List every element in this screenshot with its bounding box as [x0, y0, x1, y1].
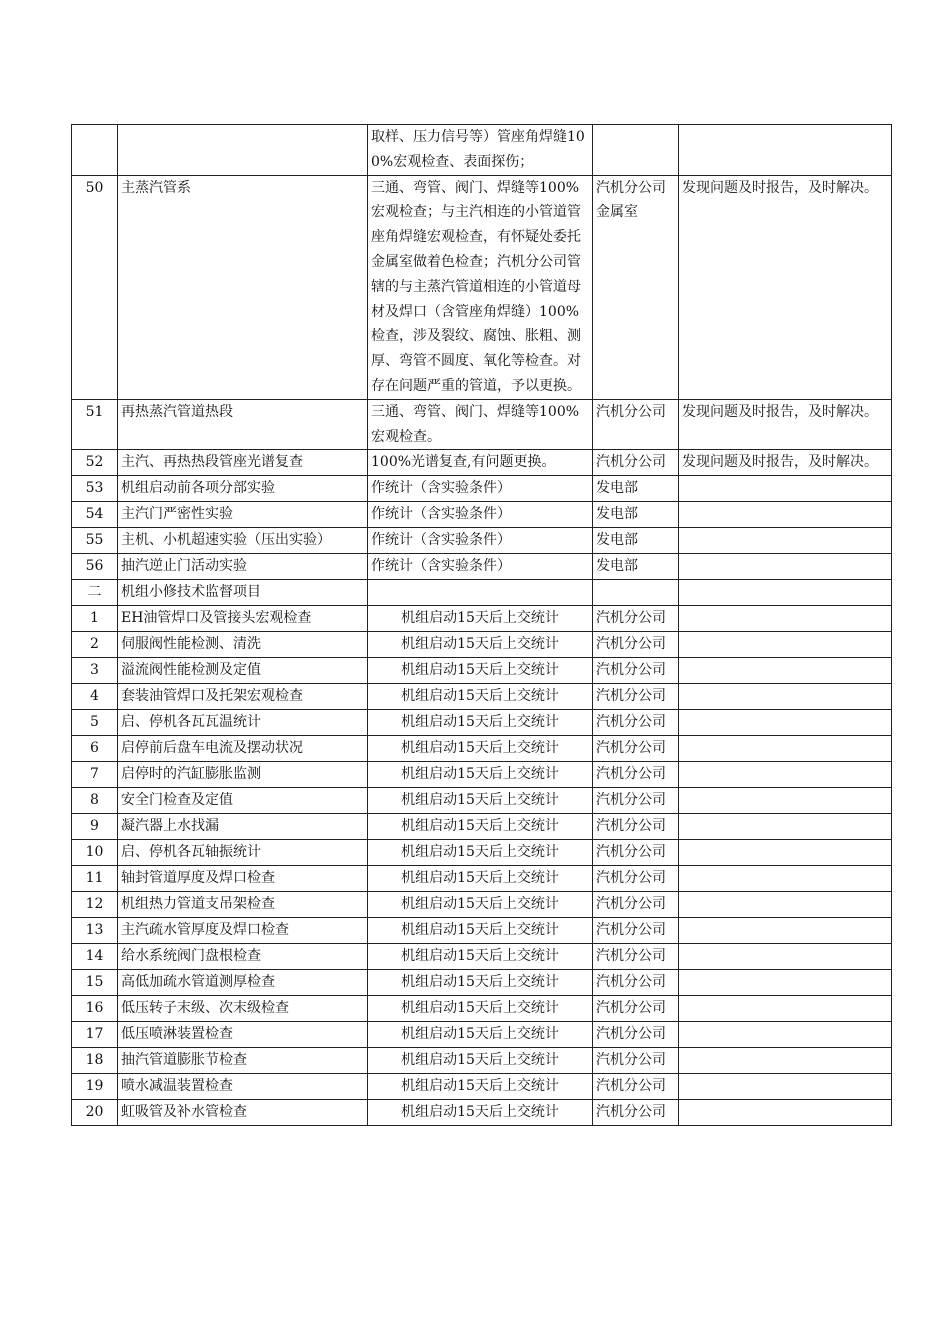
row-note [679, 476, 892, 502]
supervision-table [71, 124, 892, 1126]
row-unit: 汽机分公司 [593, 606, 679, 632]
row-note [679, 814, 892, 840]
row-note [679, 736, 892, 762]
row-note [679, 1022, 892, 1048]
row-number: 8 [72, 788, 118, 814]
row-unit: 汽机分公司 [593, 1022, 679, 1048]
row-item: 凝汽器上水找漏 [118, 814, 368, 840]
row-note [679, 710, 892, 736]
row-note [679, 996, 892, 1022]
row-item: EH油管焊口及管接头宏观检查 [118, 606, 368, 632]
row-number: 1 [72, 606, 118, 632]
row-item: 溢流阀性能检测及定值 [118, 658, 368, 684]
table-row [72, 840, 892, 866]
row-number: 5 [72, 710, 118, 736]
row-unit: 汽机分公司 [593, 399, 679, 450]
row-content [368, 580, 593, 606]
row-item: 主汽门严密性实验 [118, 502, 368, 528]
table-row [72, 399, 892, 450]
row-unit: 汽机分公司 [593, 788, 679, 814]
row-item: 抽汽管道膨胀节检查 [118, 1048, 368, 1074]
row-number: 19 [72, 1074, 118, 1100]
row-content: 100%光谱复查,有问题更换。 [368, 450, 593, 476]
row-content: 机组启动15天后上交统计 [368, 684, 593, 710]
table-row [72, 632, 892, 658]
row-number: 15 [72, 970, 118, 996]
row-number: 7 [72, 762, 118, 788]
row-note [679, 866, 892, 892]
row-note [679, 918, 892, 944]
row-unit [593, 125, 679, 176]
row-content: 机组启动15天后上交统计 [368, 892, 593, 918]
table-row [72, 476, 892, 502]
row-unit: 汽机分公司 [593, 944, 679, 970]
row-note [679, 762, 892, 788]
table-row [72, 658, 892, 684]
row-content: 作统计（含实验条件） [368, 528, 593, 554]
row-unit: 汽机分公司 [593, 892, 679, 918]
row-item: 低压喷淋装置检查 [118, 1022, 368, 1048]
row-content: 机组启动15天后上交统计 [368, 840, 593, 866]
table-row [72, 970, 892, 996]
row-number [72, 125, 118, 176]
row-note [679, 580, 892, 606]
row-item: 机组热力管道支吊架检查 [118, 892, 368, 918]
table-row [72, 762, 892, 788]
row-content: 机组启动15天后上交统计 [368, 1074, 593, 1100]
table-row [72, 1074, 892, 1100]
row-item: 安全门检查及定值 [118, 788, 368, 814]
table-row [72, 606, 892, 632]
row-number: 9 [72, 814, 118, 840]
row-note [679, 1048, 892, 1074]
row-item: 轴封管道厚度及焊口检查 [118, 866, 368, 892]
table-row [72, 710, 892, 736]
row-unit: 汽机分公司 [593, 970, 679, 996]
row-item: 给水系统阀门盘根检查 [118, 944, 368, 970]
table-row [72, 502, 892, 528]
row-number: 17 [72, 1022, 118, 1048]
row-item: 套装油管焊口及托架宏观检查 [118, 684, 368, 710]
row-item: 主汽、再热热段管座光谱复查 [118, 450, 368, 476]
row-number: 13 [72, 918, 118, 944]
table-row [72, 866, 892, 892]
section-number: 二 [72, 580, 118, 606]
table-row [72, 944, 892, 970]
row-unit: 汽机分公司 [593, 710, 679, 736]
row-unit: 发电部 [593, 476, 679, 502]
row-note: 发现问题及时报告，及时解决。 [679, 450, 892, 476]
section-row [72, 580, 892, 606]
row-note [679, 528, 892, 554]
row-note [679, 502, 892, 528]
row-item: 虹吸管及补水管检查 [118, 1100, 368, 1126]
row-number: 52 [72, 450, 118, 476]
row-unit: 汽机分公司金属室 [593, 175, 679, 399]
row-content: 机组启动15天后上交统计 [368, 736, 593, 762]
table-row [72, 450, 892, 476]
table-row [72, 736, 892, 762]
table-row [72, 918, 892, 944]
row-item [118, 125, 368, 176]
row-item: 高低加疏水管道测厚检查 [118, 970, 368, 996]
row-item: 再热蒸汽管道热段 [118, 399, 368, 450]
row-number: 11 [72, 866, 118, 892]
row-unit: 汽机分公司 [593, 658, 679, 684]
row-item: 主汽疏水管厚度及焊口检查 [118, 918, 368, 944]
row-note [679, 1074, 892, 1100]
row-content: 三通、弯管、阀门、焊缝等100%宏观检查；与主汽相连的小管道管座角焊缝宏观检查，有怀疑处委托金属室做着色检查；汽机分公司管辖的与主蒸汽管道相连的小管道母材及焊口（含管座角焊缝）100%检查，涉及裂纹、腐蚀、胀粗、测厚、弯管不圆度、氧化等检查。对存在问题严重的管道，予以更换。 [368, 175, 593, 399]
row-unit: 汽机分公司 [593, 762, 679, 788]
row-item: 抽汽逆止门活动实验 [118, 554, 368, 580]
row-note: 发现问题及时报告，及时解决。 [679, 399, 892, 450]
row-unit: 汽机分公司 [593, 1074, 679, 1100]
row-content: 机组启动15天后上交统计 [368, 970, 593, 996]
table-row [72, 814, 892, 840]
table-row [72, 1048, 892, 1074]
row-number: 18 [72, 1048, 118, 1074]
row-number: 56 [72, 554, 118, 580]
row-unit: 汽机分公司 [593, 918, 679, 944]
row-content: 取样、压力信号等）管座角焊缝100%宏观检查、表面探伤； [368, 125, 593, 176]
row-content: 机组启动15天后上交统计 [368, 996, 593, 1022]
row-content: 作统计（含实验条件） [368, 476, 593, 502]
row-content: 机组启动15天后上交统计 [368, 1048, 593, 1074]
row-item: 启停时的汽缸膨胀监测 [118, 762, 368, 788]
row-note [679, 944, 892, 970]
row-item: 启、停机各瓦瓦温统计 [118, 710, 368, 736]
row-item: 启停前后盘车电流及摆动状况 [118, 736, 368, 762]
row-content: 三通、弯管、阀门、焊缝等100%宏观检查。 [368, 399, 593, 450]
row-unit: 汽机分公司 [593, 632, 679, 658]
row-unit: 发电部 [593, 528, 679, 554]
row-item: 喷水减温装置检查 [118, 1074, 368, 1100]
row-content: 机组启动15天后上交统计 [368, 606, 593, 632]
row-unit: 汽机分公司 [593, 840, 679, 866]
row-number: 4 [72, 684, 118, 710]
row-number: 53 [72, 476, 118, 502]
row-item: 主蒸汽管系 [118, 175, 368, 399]
row-note [679, 606, 892, 632]
row-unit: 汽机分公司 [593, 1100, 679, 1126]
row-number: 16 [72, 996, 118, 1022]
row-item: 机组启动前各项分部实验 [118, 476, 368, 502]
row-unit: 汽机分公司 [593, 450, 679, 476]
row-note [679, 658, 892, 684]
row-note [679, 892, 892, 918]
table-row [72, 528, 892, 554]
row-content: 机组启动15天后上交统计 [368, 1100, 593, 1126]
row-note [679, 632, 892, 658]
row-note [679, 970, 892, 996]
row-item: 主机、小机超速实验（压出实验） [118, 528, 368, 554]
row-number: 10 [72, 840, 118, 866]
row-content: 机组启动15天后上交统计 [368, 1022, 593, 1048]
table-row [72, 1100, 892, 1126]
table-row [72, 996, 892, 1022]
row-item: 启、停机各瓦轴振统计 [118, 840, 368, 866]
row-content: 机组启动15天后上交统计 [368, 814, 593, 840]
row-content: 机组启动15天后上交统计 [368, 710, 593, 736]
table-row [72, 684, 892, 710]
row-number: 3 [72, 658, 118, 684]
section-title: 机组小修技术监督项目 [118, 580, 368, 606]
row-number: 12 [72, 892, 118, 918]
row-unit: 汽机分公司 [593, 814, 679, 840]
row-number: 51 [72, 399, 118, 450]
row-unit: 汽机分公司 [593, 736, 679, 762]
row-content: 作统计（含实验条件） [368, 502, 593, 528]
row-content: 机组启动15天后上交统计 [368, 788, 593, 814]
row-content: 机组启动15天后上交统计 [368, 944, 593, 970]
table-row [72, 788, 892, 814]
row-unit: 发电部 [593, 554, 679, 580]
table-row [72, 554, 892, 580]
table-row-continuation [72, 125, 892, 176]
row-unit: 汽机分公司 [593, 996, 679, 1022]
row-note [679, 554, 892, 580]
row-unit [593, 580, 679, 606]
row-content: 机组启动15天后上交统计 [368, 918, 593, 944]
row-number: 6 [72, 736, 118, 762]
table-row [72, 175, 892, 399]
row-content: 机组启动15天后上交统计 [368, 866, 593, 892]
row-unit: 汽机分公司 [593, 1048, 679, 1074]
row-content: 机组启动15天后上交统计 [368, 658, 593, 684]
row-number: 2 [72, 632, 118, 658]
row-content: 机组启动15天后上交统计 [368, 632, 593, 658]
row-number: 54 [72, 502, 118, 528]
row-note [679, 125, 892, 176]
table-row [72, 892, 892, 918]
row-number: 50 [72, 175, 118, 399]
row-unit: 汽机分公司 [593, 684, 679, 710]
row-note [679, 840, 892, 866]
row-number: 14 [72, 944, 118, 970]
row-unit: 发电部 [593, 502, 679, 528]
row-number: 55 [72, 528, 118, 554]
row-note [679, 788, 892, 814]
row-content: 机组启动15天后上交统计 [368, 762, 593, 788]
row-item: 低压转子末级、次末级检查 [118, 996, 368, 1022]
row-note [679, 1100, 892, 1126]
row-item: 伺服阀性能检测、清洗 [118, 632, 368, 658]
row-unit: 汽机分公司 [593, 866, 679, 892]
row-number: 20 [72, 1100, 118, 1126]
row-note [679, 684, 892, 710]
row-content: 作统计（含实验条件） [368, 554, 593, 580]
row-note: 发现问题及时报告，及时解决。 [679, 175, 892, 399]
table-row [72, 1022, 892, 1048]
